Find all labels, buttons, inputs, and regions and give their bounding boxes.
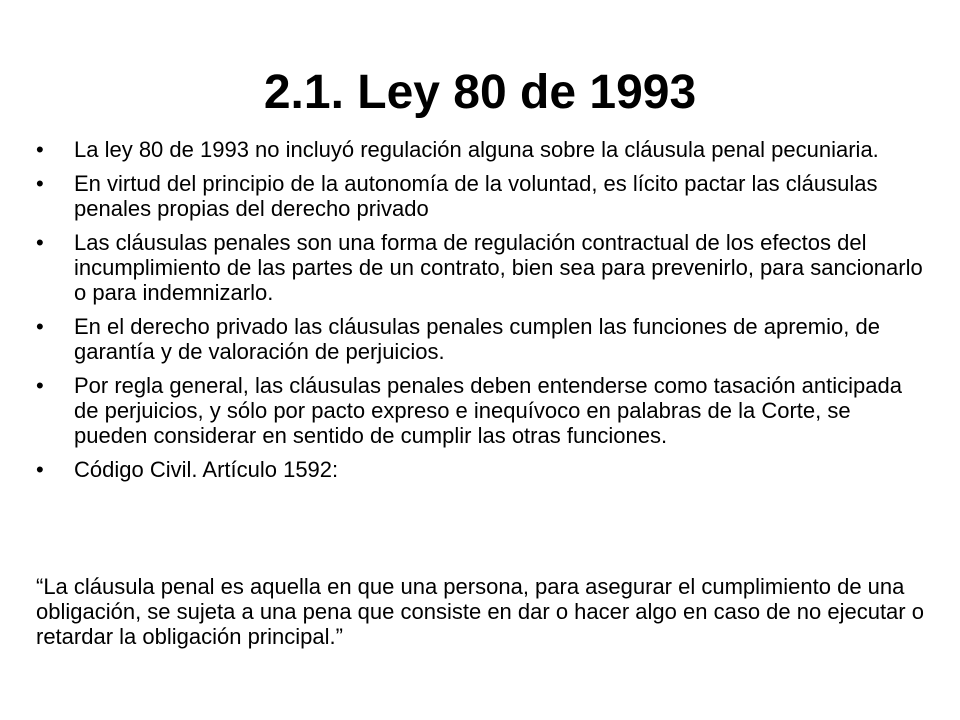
bullet-item <box>36 457 928 482</box>
bullet-text: En el derecho privado las cláusulas penales cumplen las funciones de apremio, de garantía y de valoración de perjuicios. <box>74 314 880 364</box>
bullet-marker: • <box>36 171 44 196</box>
bullet-marker: • <box>36 314 44 339</box>
bullet-text: Por regla general, las cláusulas penales deben entenderse como tasación anticipada de perjuicios, y sólo por pacto expreso e inequívoco en palabras de la Corte, se pueden considerar en sentido de cumplir las otras funciones. <box>74 373 902 448</box>
bullet-item <box>36 314 928 364</box>
bullet-marker: • <box>36 373 44 398</box>
bullet-item <box>36 373 928 448</box>
bullet-text: En virtud del principio de la autonomía de la voluntad, es lícito pactar las cláusulas penales propias del derecho privado <box>74 171 878 221</box>
quote-text: “La cláusula penal es aquella en que una persona, para asegurar el cumplimiento de una obligación, se sujeta a una pena que consiste en dar o hacer algo en caso de no ejecutar o retardar la obligación principal.” <box>36 574 924 649</box>
bullet-item <box>36 137 928 162</box>
slide-title: 2.1. Ley 80 de 1993 <box>263 66 697 119</box>
bullet-item <box>36 171 928 221</box>
bullet-text: La ley 80 de 1993 no incluyó regulación alguna sobre la cláusula penal pecuniaria. <box>74 137 879 162</box>
bullet-marker: • <box>36 457 44 482</box>
bullet-text: Las cláusulas penales son una forma de regulación contractual de los efectos del incumplimiento de las partes de un contrato, bien sea para prevenirlo, para sancionarlo o para indemnizarlo. <box>74 230 923 305</box>
bullet-item <box>36 230 928 305</box>
bullet-list <box>36 137 928 491</box>
bullet-marker: • <box>36 137 44 162</box>
bullet-marker: • <box>36 230 44 255</box>
bullet-text: Código Civil. Artículo 1592: <box>74 457 339 482</box>
